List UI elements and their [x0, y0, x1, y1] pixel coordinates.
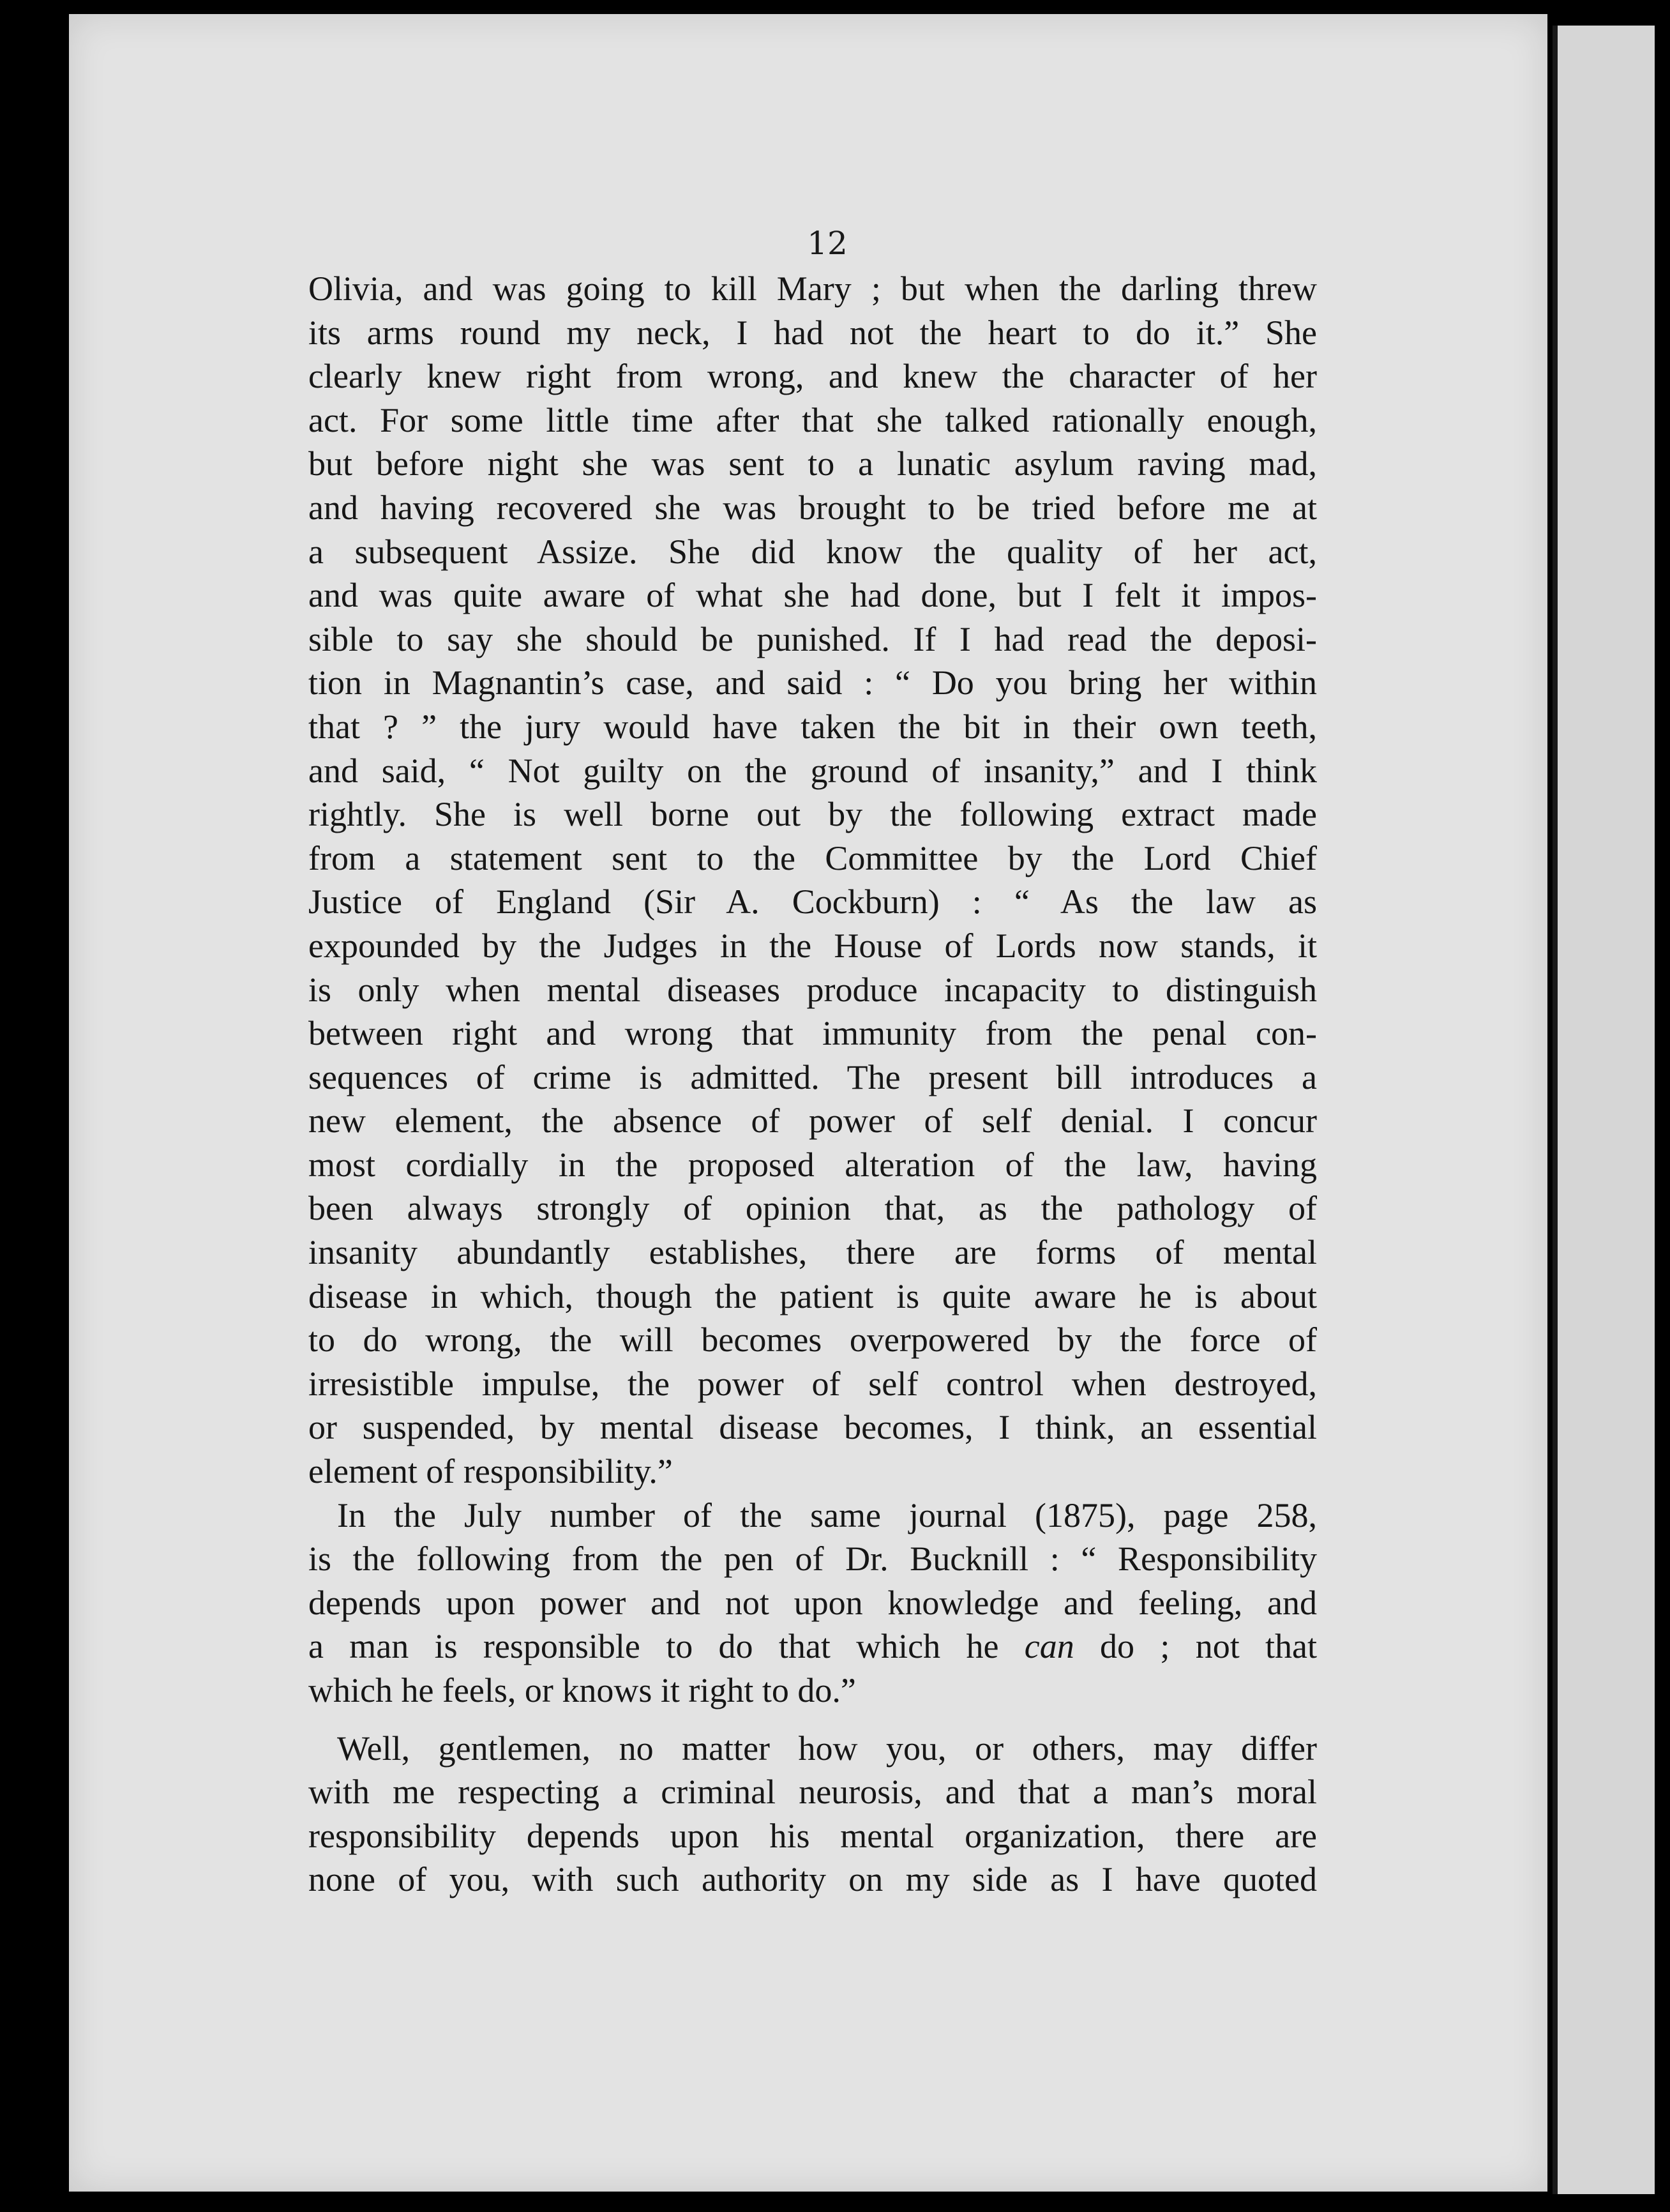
text-line: been always strongly of opinion that, as the pathology of: [308, 1189, 1317, 1228]
text-line: with me respecting a criminal neurosis, and that a man’s moral: [308, 1773, 1317, 1812]
text-line: most cordially in the proposed alteration of the law, having: [308, 1145, 1317, 1184]
text-line: from a statement sent to the Committee by the Lord Chief: [308, 838, 1317, 877]
body-text: [308, 267, 1317, 1902]
text-line: rightly. She is well borne out by the following extract made: [308, 795, 1317, 834]
text-line: none of you, with such authority on my side as I have quoted: [308, 1860, 1317, 1899]
text-fragment: do ; not that: [1074, 1627, 1317, 1666]
text-line: In the July number of the same journal (1875), page 258,: [337, 1496, 1317, 1534]
text-line: sequences of crime is admitted. The present bill introduces a: [308, 1057, 1317, 1096]
text-line: tion in Magnantin’s case, and said : “ Do you bring her within: [308, 663, 1317, 702]
text-line: is only when mental diseases produce incapacity to distinguish: [308, 970, 1317, 1009]
text-line: but before night she was sent to a lunatic asylum raving mad,: [308, 444, 1317, 483]
text-line: its arms round my neck, I had not the heart to do it.” She: [308, 313, 1317, 352]
text-line: [308, 1625, 1317, 1669]
text-line: a subsequent Assize. She did know the quality of her act,: [308, 532, 1317, 571]
text-fragment: a man is responsible to do that which he: [308, 1627, 1025, 1666]
paragraph-bucknill-quote: [308, 1494, 1317, 1713]
text-line: disease in which, though the patient is quite aware he is about: [308, 1276, 1317, 1315]
text-line: expounded by the Judges in the House of Lords now stands, it: [308, 926, 1317, 965]
text-line: and said, “ Not guilty on the ground of insanity,” and I think: [308, 751, 1317, 790]
text-line: to do wrong, the will becomes overpowered by the force of: [308, 1321, 1317, 1360]
text-line: between right and wrong that immunity from the penal con-: [308, 1014, 1317, 1053]
page-number: 12: [807, 225, 848, 262]
text-line: or suspended, by mental disease becomes, I think, an essential: [308, 1408, 1317, 1447]
text-line: irresistible impulse, the power of self control when destroyed,: [308, 1364, 1317, 1403]
text-line: depends upon power and not upon knowledge and feeling, and: [308, 1583, 1317, 1622]
text-line: sible to say she should be punished. If I had read the deposi-: [308, 619, 1317, 658]
text-line: element of responsibility.”: [308, 1452, 673, 1491]
text-line: which he feels, or knows it right to do.”: [308, 1671, 856, 1709]
paragraph-well-gentlemen: [308, 1727, 1317, 1902]
text-line: and was quite aware of what she had done, but I felt it impos-: [308, 576, 1317, 615]
adjacent-page-edge: [1553, 26, 1655, 2194]
text-line: act. For some little time after that she talked rationally enough,: [308, 400, 1317, 439]
text-line: Olivia, and was going to kill Mary ; but when the darling threw: [308, 269, 1317, 308]
text-line: and having recovered she was brought to be tried before me at: [308, 488, 1317, 527]
text-line: is the following from the pen of Dr. Bucknill : “ Responsibility: [308, 1540, 1317, 1579]
text-line: clearly knew right from wrong, and knew the character of her: [308, 357, 1317, 396]
text-line: that ? ” the jury would have taken the bit in their own teeth,: [308, 707, 1317, 746]
text-line: insanity abundantly establishes, there are forms of mental: [308, 1233, 1317, 1272]
paragraph-quotation-continued: [308, 267, 1317, 1494]
text-line: responsibility depends upon his mental organization, there are: [308, 1816, 1317, 1855]
text-line: new element, the absence of power of self denial. I concur: [308, 1102, 1317, 1140]
text-line: Justice of England (Sir A. Cockburn) : “ As the law as: [308, 883, 1317, 921]
text-line: Well, gentlemen, no matter how you, or others, may differ: [337, 1729, 1317, 1768]
emphasis-can: can: [1024, 1627, 1074, 1666]
